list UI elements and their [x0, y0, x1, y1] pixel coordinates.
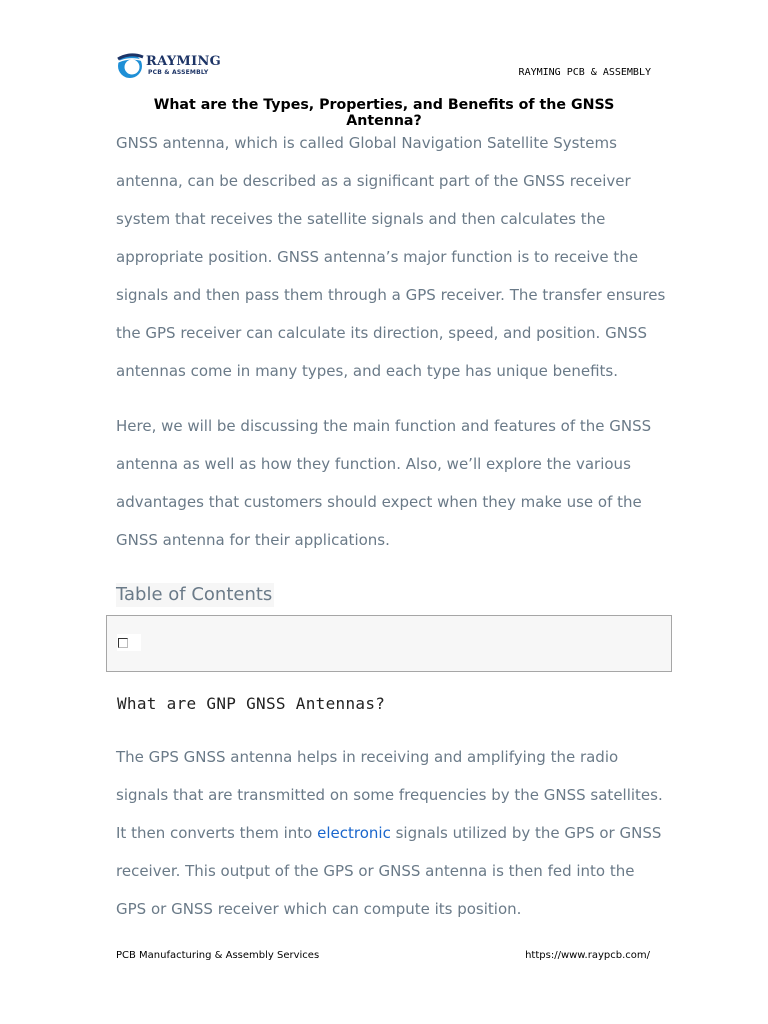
toc-toggle-checkbox-icon — [118, 638, 128, 648]
rayming-logo — [115, 50, 225, 82]
logo-tagline: PCB & ASSEMBLY — [148, 69, 209, 76]
section-text-after-link: signals utilized by the GPS or GNSS receiver. This output of the GPS or GNSS antenna is then fed into the GPS or GNSS receiver which can compute its position. — [116, 824, 662, 918]
rayming-logo-icon — [115, 50, 145, 80]
toc-heading: Table of Contents — [116, 584, 273, 605]
logo-name: RAYMING — [146, 54, 222, 69]
electronic-link[interactable]: electronic — [317, 824, 391, 842]
intro-paragraph: GNSS antenna, which is called Global Navigation Satellite Systems antenna, can be described as a significant part of the GNSS receiver system that receives the satellite signals and then calculates the appropriate position. GNSS antenna’s major function is to receive the signals and then pass them through a GPS receiver. The transfer ensures the GPS receiver can calculate its direction, speed, and position. GNSS antennas come in many types, and each type has unique benefits. — [116, 134, 666, 380]
table-of-contents — [106, 615, 672, 672]
overview-paragraph: Here, we will be discussing the main function and features of the GNSS antenna as well as how they function. Also, we’ll explore the various advantages that customers should expect when they make use of the GNSS antenna for their applications. — [116, 417, 652, 549]
footer-url: https://www.raypcb.com/ — [525, 950, 650, 961]
header-company-name: RAYMING PCB & ASSEMBLY — [518, 67, 651, 78]
page-title: What are the Types, Properties, and Benefits of the GNSS Antenna? — [153, 97, 615, 129]
toc-toggle-button[interactable] — [117, 634, 141, 651]
footer-services-text: PCB Manufacturing & Assembly Services — [116, 950, 320, 961]
section-text-before-link: The GPS GNSS antenna helps in receiving and amplifying the radio signals that are transmitted on some frequencies by the GNSS satellites. It then converts them into — [116, 748, 663, 842]
section-heading: What are GNP GNSS Antennas? — [117, 694, 386, 713]
section-paragraph — [116, 738, 668, 928]
